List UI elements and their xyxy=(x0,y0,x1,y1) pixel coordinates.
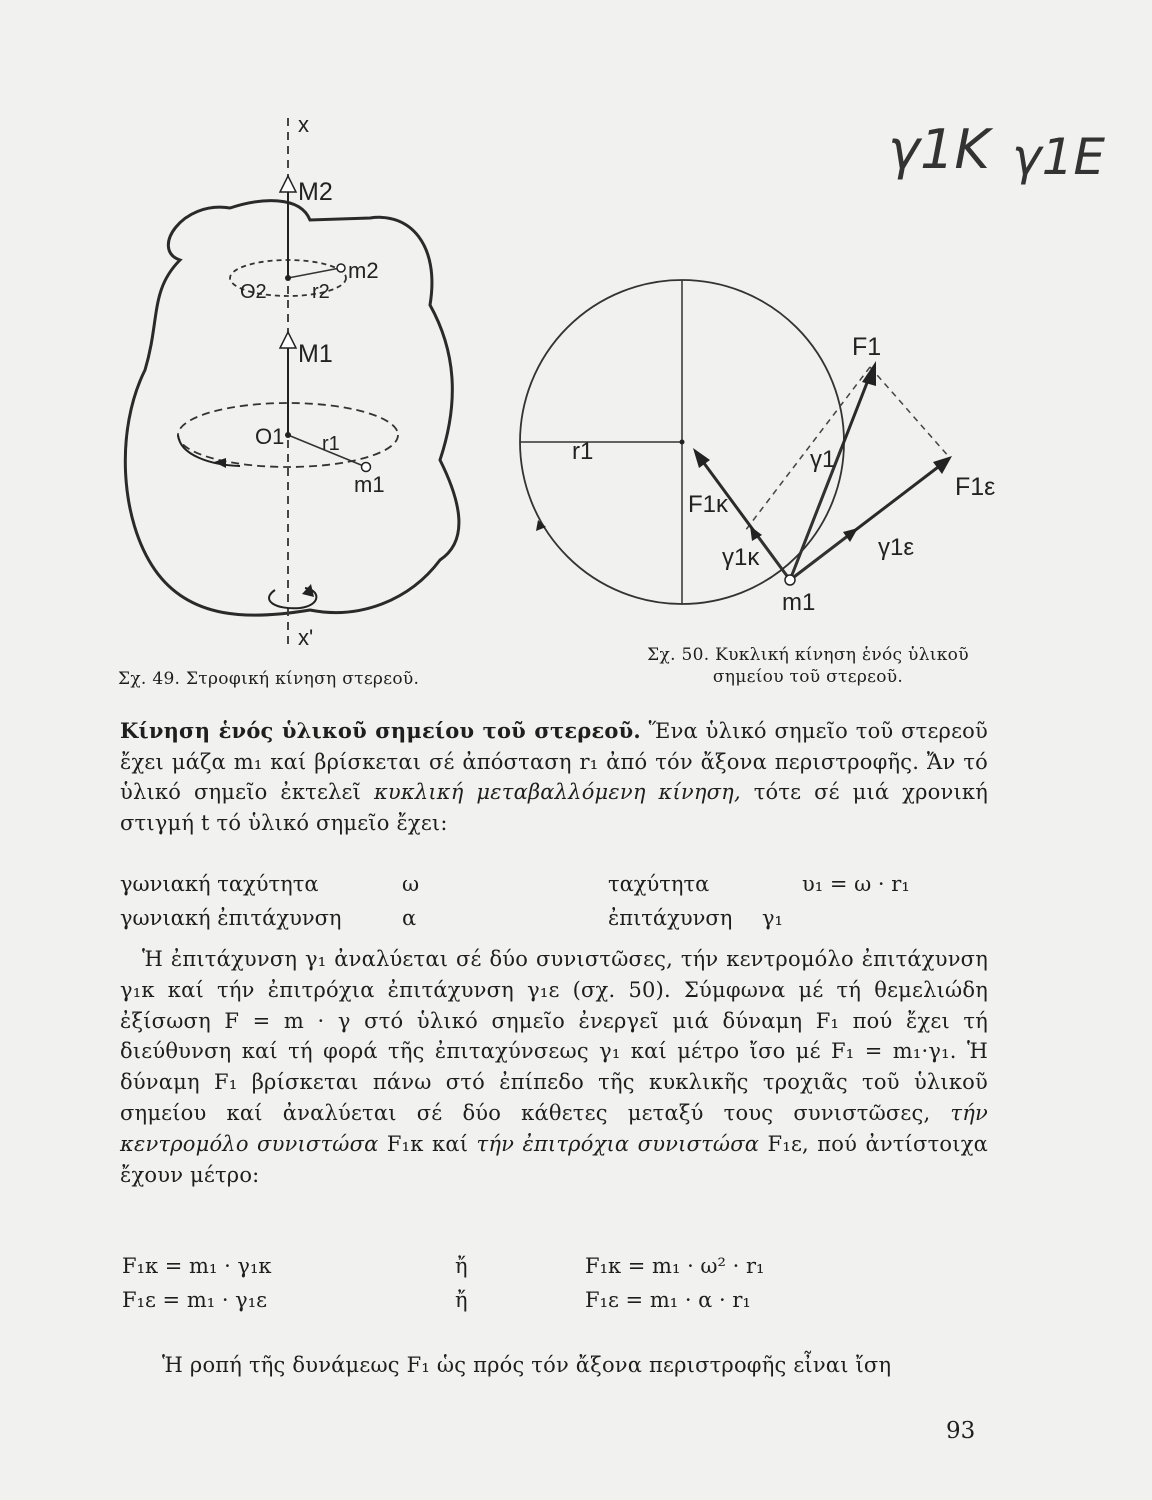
label-m1-fig50: m1 xyxy=(782,589,816,616)
label-M1: M1 xyxy=(298,340,333,368)
label-x-bottom: x' xyxy=(298,625,314,650)
caption-fig49: Σχ. 49. Στροφική κίνηση στερεοῦ. xyxy=(118,669,420,689)
point-m1 xyxy=(362,463,371,472)
p1-end: τότε σέ μιά χρονική στιγμή t τό ὑλικό σημεῖο ἔχει: xyxy=(120,780,988,835)
quantity-symbol: α xyxy=(402,906,417,930)
caption-fig50 xyxy=(638,644,978,688)
equation-or: ἤ xyxy=(455,1254,468,1278)
quantity-name2: ταχύτητα xyxy=(608,872,710,896)
handwritten-note-gamma1e: γ1E xyxy=(1012,128,1105,186)
label-F1: F1 xyxy=(852,333,882,361)
p1-text: Ἕνα ὑλικό σημεῖο τοῦ στερεοῦ ἔχει μάζα m₁ καί βρίσκεται σέ ἀπόσταση r₁ ἀπό τόν ἄξονα περιστροφῆς. Ἄν τό ὑλικό σημεῖο ἐκτελεῖ xyxy=(120,719,988,804)
label-r1: r1 xyxy=(322,433,340,455)
section-heading: Κίνηση ἑνός ὑλικοῦ σημείου τοῦ στερεοῦ. xyxy=(120,718,641,743)
rigid-body-outline xyxy=(125,201,459,616)
handwritten-note-gamma1k: γ1K xyxy=(888,118,990,181)
quantity-row-1 xyxy=(120,872,988,902)
label-m1: m1 xyxy=(354,472,385,497)
label-O2: O2 xyxy=(240,281,267,303)
label-O1: O1 xyxy=(255,424,285,449)
equation-row-2 xyxy=(120,1288,988,1318)
label-gamma1: γ1 xyxy=(810,446,836,473)
quantity-formula: υ₁ = ω · r₁ xyxy=(802,872,910,896)
equation-or: ἤ xyxy=(455,1288,468,1312)
caption-fig50-line2: σημείου τοῦ στερεοῦ. xyxy=(712,667,904,687)
equation-left: F₁κ = m₁ · γ₁κ xyxy=(122,1254,272,1278)
p2-italic-d: τήν ἐπιτρόχια συνιστώσα xyxy=(476,1131,760,1156)
p2-text-a: Ἡ ἐπιτάχυνση γ₁ ἀναλύεται σέ δύο συνιστῶσες, τήν κεντρομόλο ἐπιτάχυνση γ₁κ καί τήν ἐπιτρόχια ἐπιτάχυνση γ₁ε (σχ. 50). Σύμφωνα μέ τή θεμελιώδη ἐξίσωση F = m · γ στό ὑλικό σημεῖο ἐνεργεῖ μιά δύναμη F₁ πού ἔχει τή διεύθυνση καί τή φορά τῆς ἐπιταχύνσεως γ₁ καί μέτρο ἴσο μέ F₁ = m₁·γ₁. Ἡ δύναμη F₁ βρίσκεται πάνω στό ἐπίπεδο τῆς κυκλικῆς τροχιᾶς τοῦ ὑλικοῦ σημείου καί ἀναλύεται σέ δύο κάθετες μεταξύ τους συνιστῶσες, xyxy=(120,947,988,1125)
quantity-name: γωνιακή ταχύτητα xyxy=(120,872,319,896)
label-gamma1e: γ1ε xyxy=(878,534,915,561)
label-F1e: F1ε xyxy=(955,473,996,501)
quantity-name: γωνιακή ἐπιτάχυνση xyxy=(120,906,342,930)
caption-fig50-line1: Σχ. 50. Κυκλική κίνηση ἑνός ὑλικοῦ xyxy=(647,645,969,665)
label-gamma1k: γ1κ xyxy=(722,544,760,571)
paragraph-1 xyxy=(120,716,988,838)
quantity-row-2 xyxy=(120,906,988,936)
last-line: Ἡ ροπή τῆς δυνάμεως F₁ ὡς πρός τόν ἄξονα περιστροφῆς εἶναι ἴση xyxy=(162,1353,892,1377)
equation-row-1 xyxy=(120,1254,988,1284)
equation-right: F₁κ = m₁ · ω² · r₁ xyxy=(585,1254,765,1278)
p2-text-c: F₁κ καί xyxy=(378,1131,477,1156)
p1-italic: κυκλική μεταβαλλόμενη κίνηση, xyxy=(373,780,741,804)
label-r2: r2 xyxy=(312,281,330,303)
label-F1k: F1κ xyxy=(688,491,729,518)
quantity-symbol: ω xyxy=(402,872,420,896)
vector-gamma1k xyxy=(754,532,790,580)
label-x-top: x xyxy=(298,112,309,137)
quantity-formula: γ₁ xyxy=(762,906,783,930)
figure-49-rigid-body-rotation xyxy=(110,100,530,665)
p2-italic-b: τήν κεντρομόλο συνιστώσα xyxy=(120,1100,988,1156)
page-number: 93 xyxy=(946,1418,976,1444)
label-M2: M2 xyxy=(298,178,333,206)
label-m2: m2 xyxy=(348,258,379,283)
figure-50-circular-motion xyxy=(500,255,1000,635)
point-m2 xyxy=(337,264,345,272)
quantity-name2: ἐπιτάχυνση xyxy=(608,906,733,930)
point-m1-fig50 xyxy=(785,575,795,585)
equation-left: F₁ε = m₁ · γ₁ε xyxy=(122,1288,268,1312)
p2-text-e: F₁ε, πού ἀντίστοιχα ἔχουν μέτρο: xyxy=(120,1131,988,1187)
paragraph-3 xyxy=(120,1350,988,1381)
label-r1-fig50: r1 xyxy=(572,438,594,465)
point-O1 xyxy=(285,432,291,438)
paragraph-2 xyxy=(120,944,988,1190)
equation-right: F₁ε = m₁ · α · r₁ xyxy=(585,1288,751,1312)
